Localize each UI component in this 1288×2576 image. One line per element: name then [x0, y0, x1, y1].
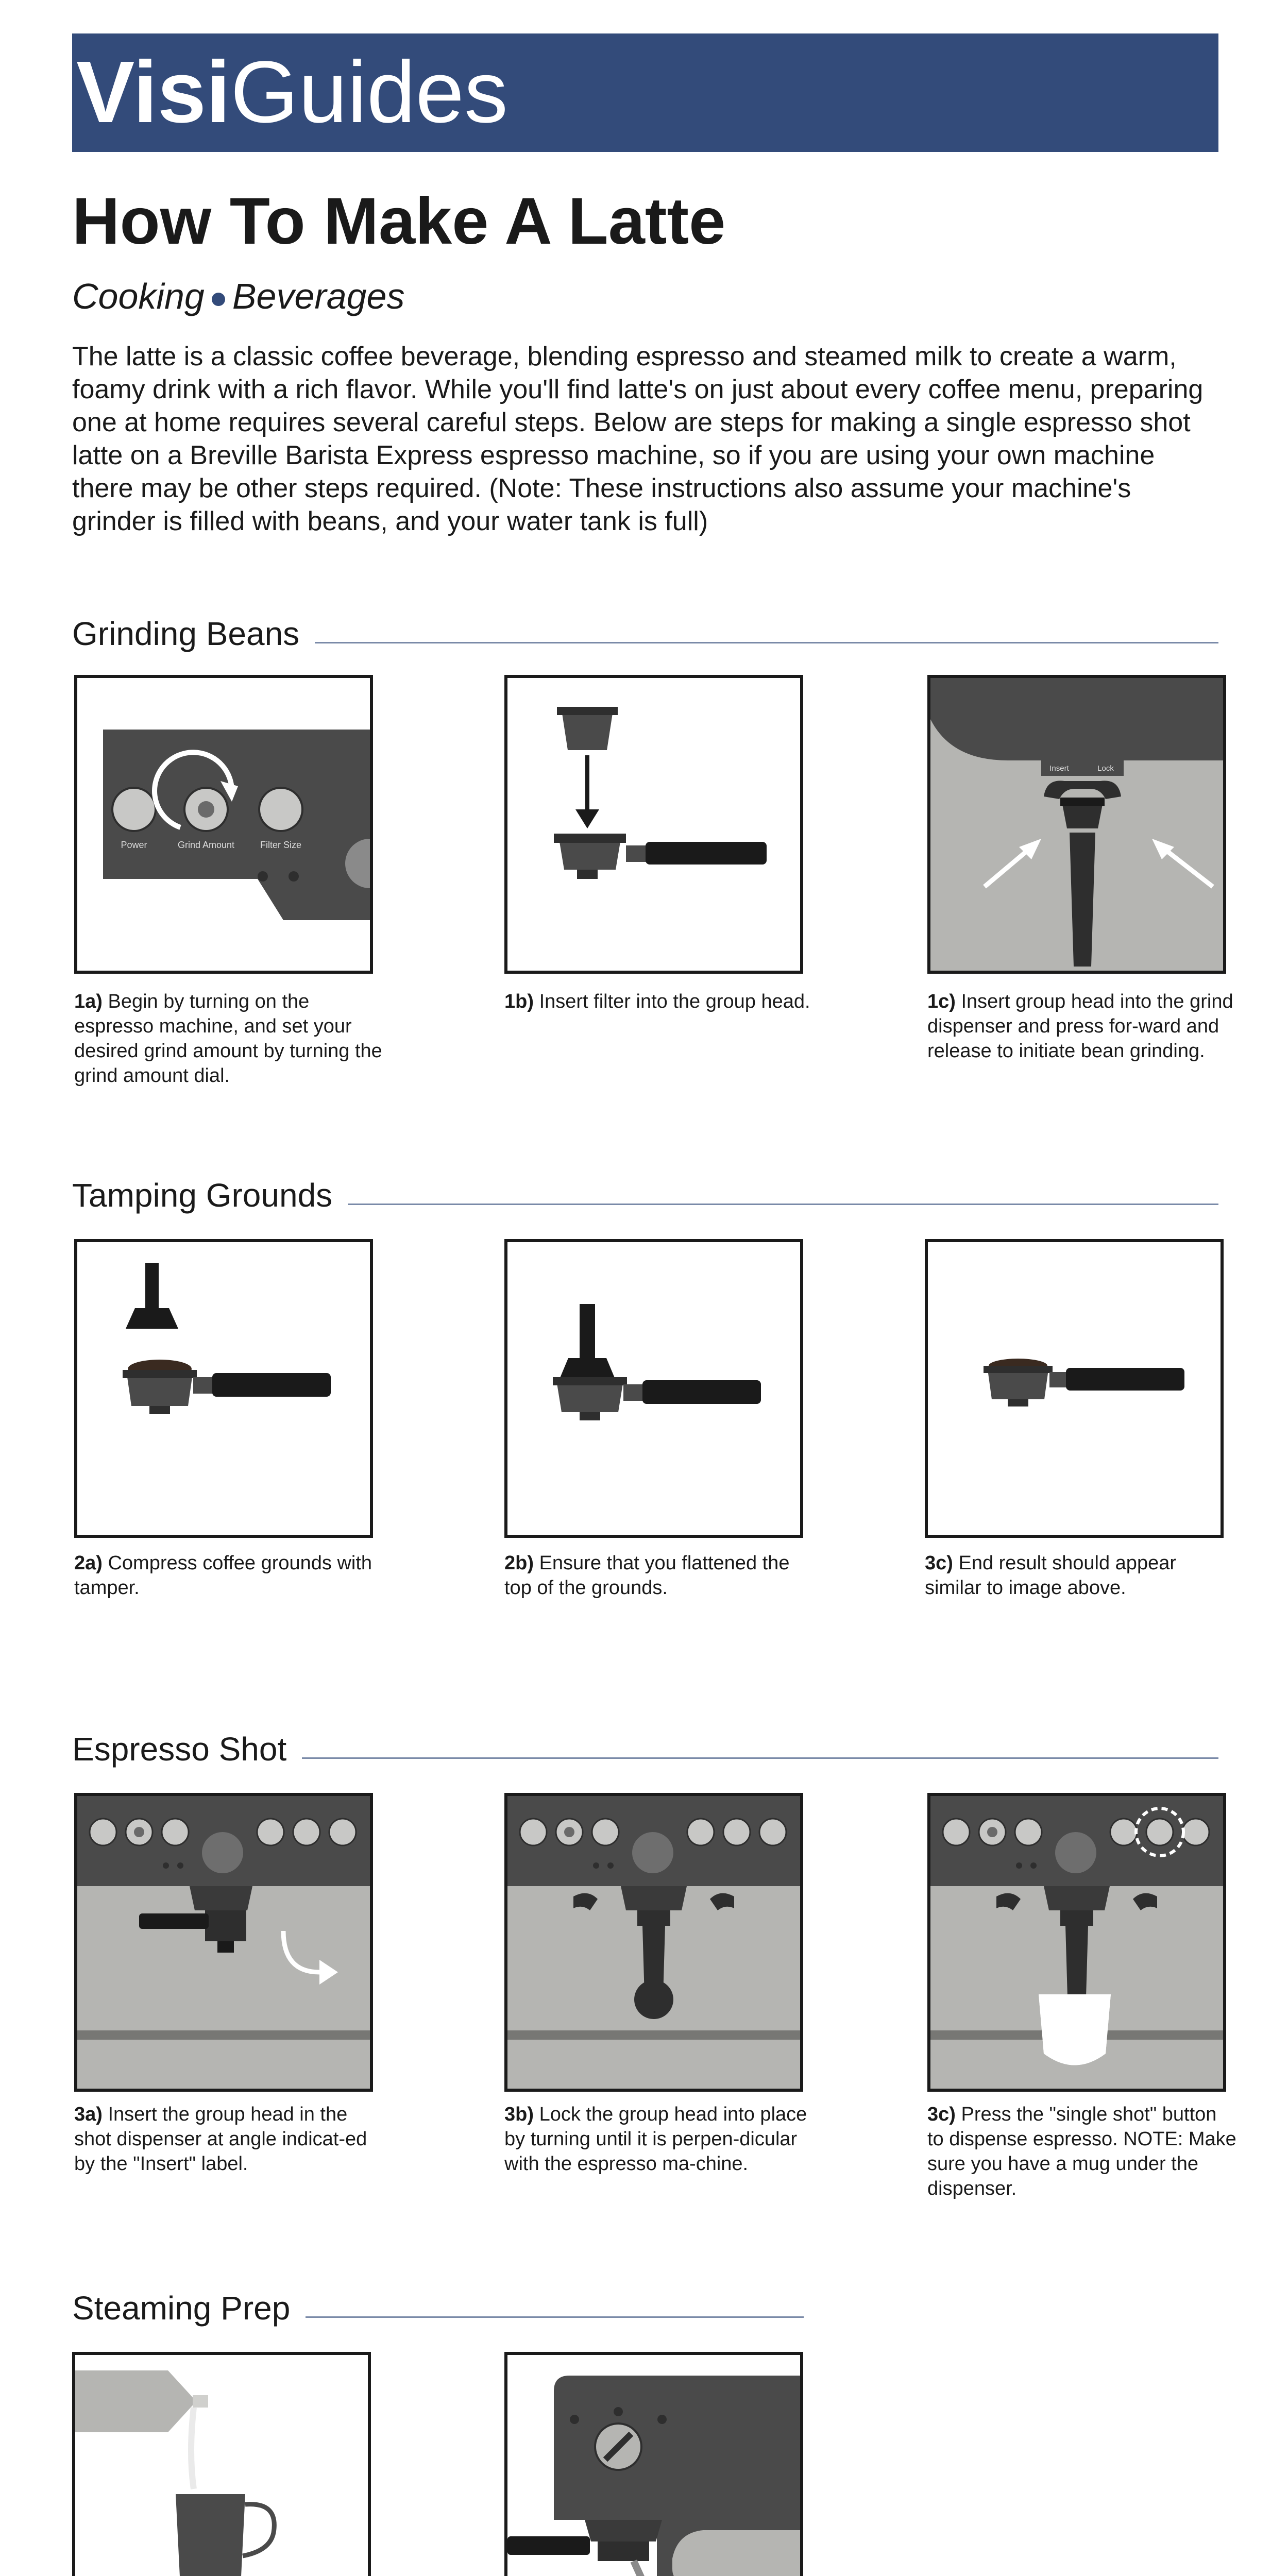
- step-2c-caption: 3c) End result should appear similar to image above.: [925, 1552, 1176, 1599]
- step-2a-caption: 2a) Compress coffee grounds with tamper.: [74, 1552, 372, 1599]
- grind-amount-label: Grind Amount: [177, 840, 235, 850]
- category-beverages[interactable]: Beverages: [232, 276, 405, 316]
- step-3b-caption: 3b) Lock the group head into place by turning until it is perpen-dicular with the espresso ma-chine.: [504, 2104, 807, 2175]
- page-title: How To Make A Latte: [72, 184, 726, 258]
- step-2a-illustration: [74, 1239, 373, 1538]
- step-3c-illustration: [927, 1793, 1226, 2092]
- step-3a-illustration: [74, 1793, 373, 2092]
- step-3b-illustration: [504, 1793, 803, 2092]
- intro-paragraph: The latte is a classic coffee beverage, blending espresso and steamed milk to create a warm, foamy drink with a rich flavor. While you'll find latte's on just about every coffee menu, preparing one at home requires several careful steps. Below are steps for making a single espresso shot latte on a Breville Barista Express espresso machine, so if you are using your own machine there may be other steps required. (Note: These instructions also assume your machine's grinder is filled with beans, and your water tank is full): [72, 342, 1204, 536]
- step-1a-illustration: [74, 675, 373, 974]
- step-2b-illustration: [504, 1239, 803, 1538]
- section-espresso-shot: [72, 1728, 1218, 1770]
- step-4a-illustration: [72, 2352, 371, 2576]
- step-1c-illustration: [927, 675, 1226, 974]
- step-1c-caption: 1c) Insert group head into the grind dispenser and press for-ward and release to initiate bean grinding.: [927, 991, 1233, 1062]
- category-cooking[interactable]: Cooking: [72, 276, 205, 316]
- section-steaming-prep: [72, 2287, 804, 2329]
- step-1b-caption: 1b) Insert filter into the group head.: [504, 991, 810, 1012]
- step-2b-caption: 2b) Ensure that you flattened the top of the grounds.: [504, 1552, 790, 1599]
- step-1a-caption: 1a) Begin by turning on the espresso machine, and set your desired grind amount by turning the grind amount dial.: [74, 991, 382, 1087]
- section-tamping-grounds: [72, 1175, 1218, 1216]
- filter-size-label: Filter Size: [260, 840, 302, 850]
- step-4b-illustration: [504, 2352, 803, 2576]
- category-separator-dot: [212, 293, 225, 306]
- section-title: Grinding Beans: [72, 613, 315, 654]
- step-3c-caption: 3c) Press the "single shot" button to dispense espresso. NOTE: Make sure you have a mug under the dispenser.: [927, 2104, 1236, 2199]
- lock-label: Lock: [1097, 764, 1114, 773]
- section-grinding-beans: [72, 613, 1218, 654]
- step-3a-caption: 3a) Insert the group head in the shot dispenser at angle indicat-ed by the "Insert" label.: [74, 2104, 367, 2175]
- section-title: Steaming Prep: [72, 2287, 306, 2329]
- step-2c-illustration: [925, 1239, 1224, 1538]
- section-title: Tamping Grounds: [72, 1175, 348, 1216]
- power-label: Power: [121, 840, 147, 850]
- step-1b-illustration: [504, 675, 803, 974]
- brand-logo: VisiGuides: [76, 43, 508, 141]
- category-list: [72, 273, 404, 319]
- insert-label: Insert: [1049, 764, 1069, 773]
- section-title: Espresso Shot: [72, 1728, 302, 1770]
